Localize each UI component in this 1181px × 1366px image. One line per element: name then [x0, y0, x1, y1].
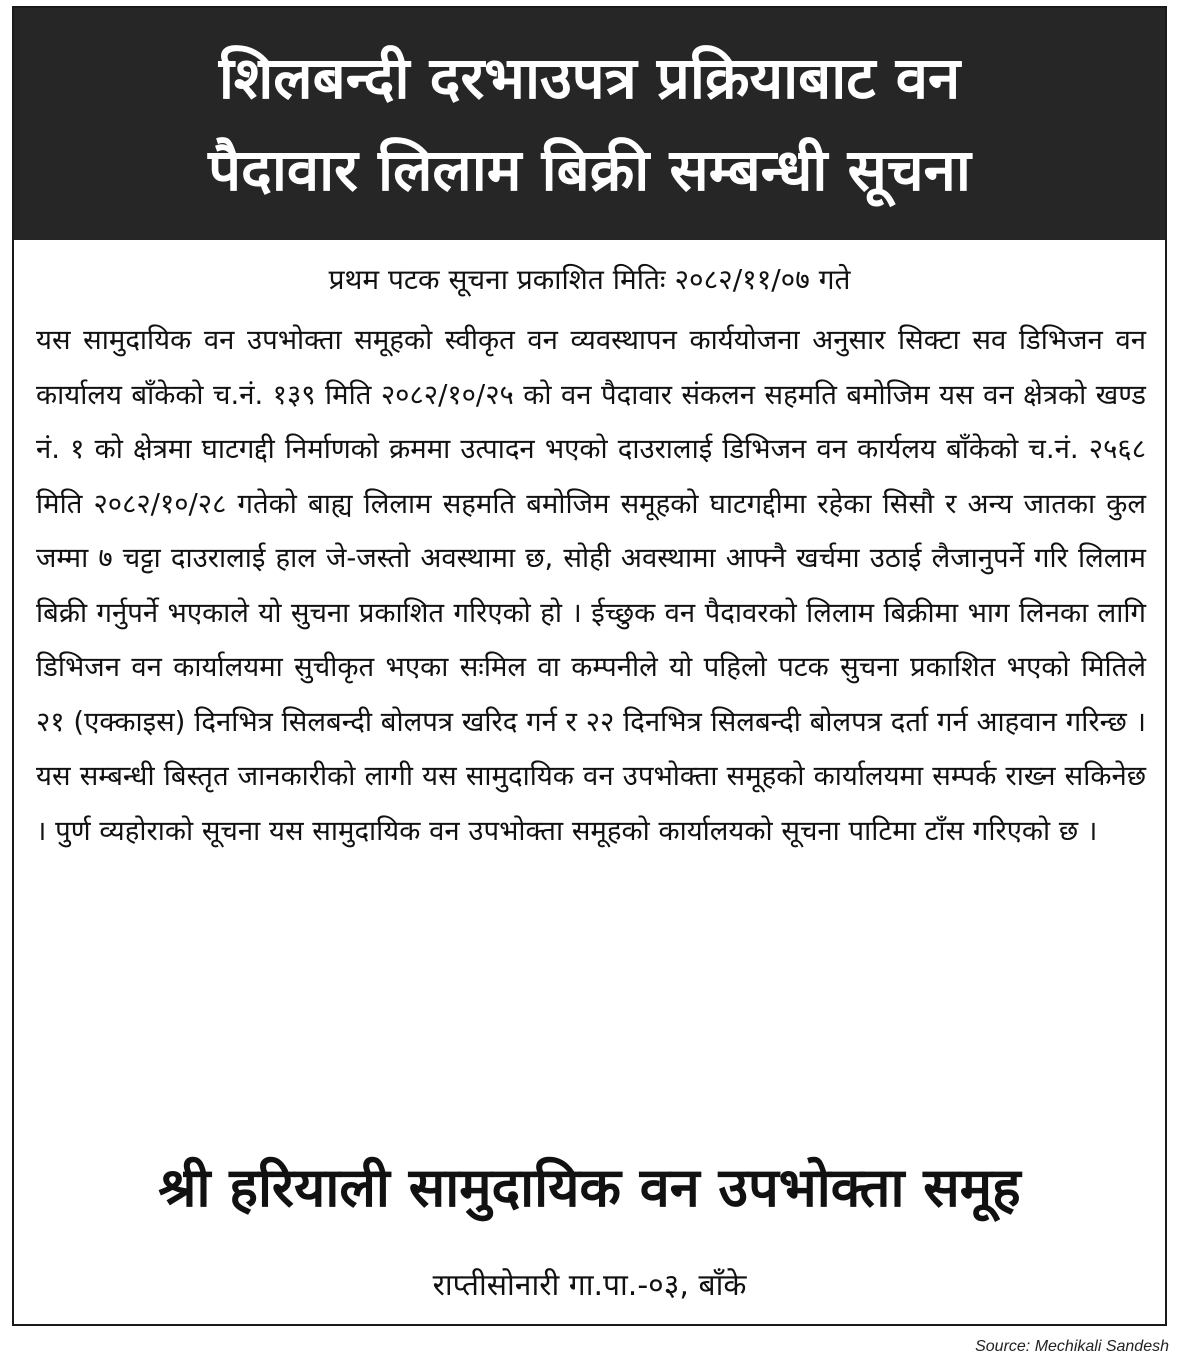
- notice-frame: [12, 6, 1167, 1326]
- notice-body: यस सामुदायिक वन उपभोक्ता समूहको स्वीकृत वन व्यवस्थापन कार्ययोजना अनुसार सिक्टा सव डिभिजन वन कार्यालय बाँकेको च.नं. १३९ मिति २०८२/१०/२५ को वन पैदावार संकलन सहमति बमोजिम यस वन क्षेत्रको खण्ड नं. १ को क्षेत्रमा घाटगद्दी निर्माणको क्रममा उत्पादन भएको दाउरालाई डिभिजन वन कार्यलय बाँकेको च.नं. २५६८ मिति २०८२/१०/२८ गतेको बाह्य लिलाम सहमति बमोजिम समूहको घाटगद्दीमा रहेका सिसौ र अन्य जातका कुल जम्मा ७ चट्टा दाउरालाई हाल जे-जस्तो अवस्थामा छ, सोही अवस्थामा आफ्नै खर्चमा उठाई लैजानुपर्ने गरि लिलाम बिक्री गर्नुपर्ने भएकाले यो सुचना प्रकाशित गरिएको हो । ईच्छुक वन पैदावरको लिलाम बिक्रीमा भाग लिनका लागि डिभिजन वन कार्यालयमा सुचीकृत भएका सःमिल वा कम्पनीले यो पहिलो पटक सुचना प्रकाशित भएको मितिले २१ (एक्काइस) दिनभित्र सिलबन्दी बोलपत्र खरिद गर्न र २२ दिनभित्र सिलबन्दी बोलपत्र दर्ता गर्न आहवान गरिन्छ । यस सम्बन्धी बिस्तृत जानकारीको लागी यस सामुदायिक वन उपभोक्ता समूहको कार्यालयमा सम्पर्क राख्न सकिनेछ । पुर्ण व्यहोराको सूचना यस सामुदायिक वन उपभोक्ता समूहको कार्यालयको सूचना पाटिमा टाँस गरिएको छ ।: [36, 324, 1146, 847]
- organization-address: राप्तीसोनारी गा.पा.-०३, बाँके: [432, 1268, 747, 1303]
- headline-line-2: पैदावार लिलाम बिक्री सम्बन्धी सूचना: [208, 136, 971, 204]
- headline-line-1: शिलबन्दी दरभाउपत्र प्रक्रियाबाट वन: [218, 44, 961, 112]
- organization-name: श्री हरियाली सामुदायिक वन उपभोक्ता समूह: [158, 1156, 1021, 1219]
- headline-banner: [14, 8, 1165, 240]
- publication-date: प्रथम पटक सूचना प्रकाशित मितिः २०८२/११/०७ गते: [328, 263, 851, 296]
- source-credit: Source: Mechikali Sandesh: [975, 1338, 1169, 1355]
